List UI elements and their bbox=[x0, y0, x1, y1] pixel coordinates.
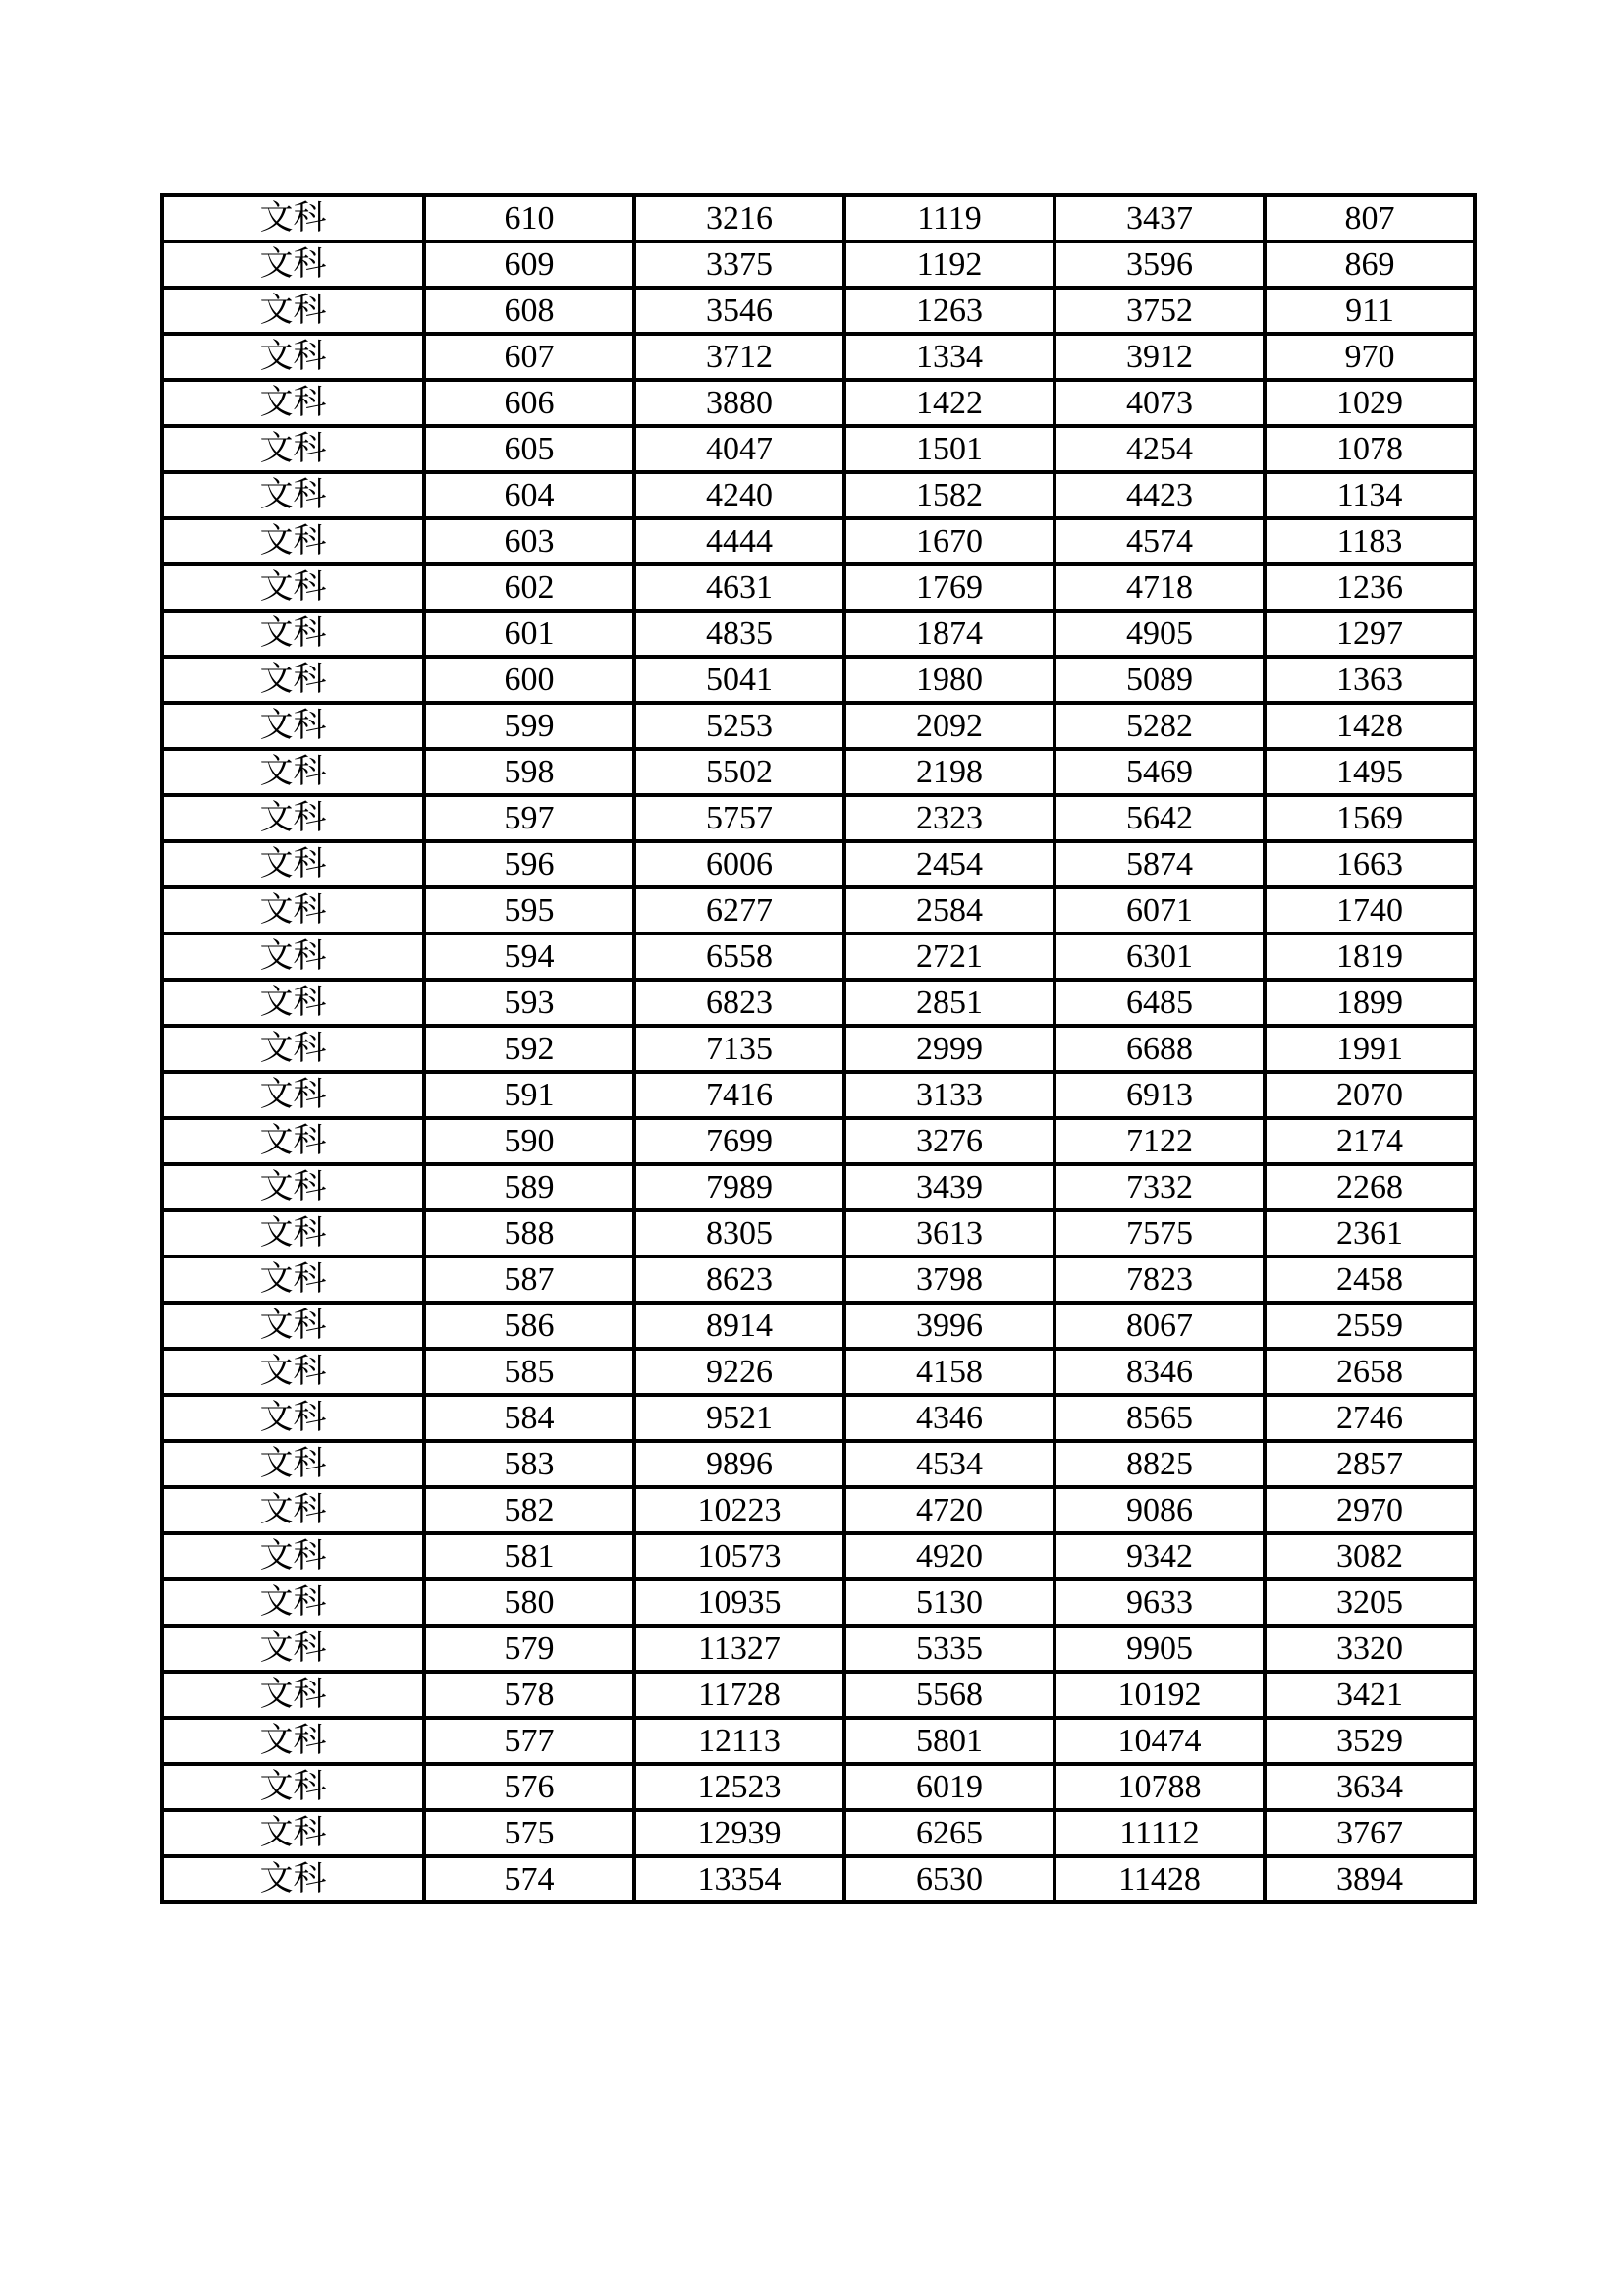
subject-cell: 文科 bbox=[162, 1164, 424, 1210]
count-cell-2: 3133 bbox=[844, 1072, 1055, 1118]
table-row bbox=[162, 195, 1475, 241]
subject-cell: 文科 bbox=[162, 1533, 424, 1579]
count-cell-4: 1495 bbox=[1265, 749, 1475, 795]
table-row bbox=[162, 472, 1475, 518]
count-cell-1: 10223 bbox=[634, 1487, 844, 1533]
count-cell-3: 6688 bbox=[1055, 1026, 1265, 1072]
table-row bbox=[162, 1118, 1475, 1164]
count-cell-2: 1874 bbox=[844, 611, 1055, 657]
count-cell-4: 3529 bbox=[1265, 1718, 1475, 1764]
score-cell: 606 bbox=[424, 380, 634, 426]
subject-cell: 文科 bbox=[162, 334, 424, 380]
count-cell-1: 8305 bbox=[634, 1210, 844, 1256]
count-cell-4: 3421 bbox=[1265, 1672, 1475, 1718]
subject-cell: 文科 bbox=[162, 611, 424, 657]
table-row bbox=[162, 1579, 1475, 1626]
subject-cell: 文科 bbox=[162, 288, 424, 334]
count-cell-3: 5282 bbox=[1055, 703, 1265, 749]
count-cell-1: 13354 bbox=[634, 1856, 844, 1902]
count-cell-2: 4346 bbox=[844, 1395, 1055, 1441]
count-cell-3: 7575 bbox=[1055, 1210, 1265, 1256]
score-cell: 578 bbox=[424, 1672, 634, 1718]
count-cell-1: 3880 bbox=[634, 380, 844, 426]
count-cell-1: 6006 bbox=[634, 841, 844, 887]
count-cell-1: 4240 bbox=[634, 472, 844, 518]
count-cell-3: 8825 bbox=[1055, 1441, 1265, 1487]
table-row bbox=[162, 887, 1475, 934]
count-cell-3: 11428 bbox=[1055, 1856, 1265, 1902]
count-cell-2: 4920 bbox=[844, 1533, 1055, 1579]
count-cell-3: 6071 bbox=[1055, 887, 1265, 934]
score-cell: 604 bbox=[424, 472, 634, 518]
score-cell: 595 bbox=[424, 887, 634, 934]
count-cell-3: 6485 bbox=[1055, 980, 1265, 1026]
count-cell-2: 4720 bbox=[844, 1487, 1055, 1533]
count-cell-2: 1192 bbox=[844, 241, 1055, 288]
count-cell-4: 3894 bbox=[1265, 1856, 1475, 1902]
table-row bbox=[162, 980, 1475, 1026]
count-cell-4: 2559 bbox=[1265, 1303, 1475, 1349]
count-cell-1: 11327 bbox=[634, 1626, 844, 1672]
count-cell-2: 2584 bbox=[844, 887, 1055, 934]
count-cell-4: 2070 bbox=[1265, 1072, 1475, 1118]
subject-cell: 文科 bbox=[162, 749, 424, 795]
count-cell-3: 5874 bbox=[1055, 841, 1265, 887]
count-cell-2: 1670 bbox=[844, 518, 1055, 564]
count-cell-4: 1991 bbox=[1265, 1026, 1475, 1072]
subject-cell: 文科 bbox=[162, 841, 424, 887]
count-cell-2: 3613 bbox=[844, 1210, 1055, 1256]
table-row bbox=[162, 1764, 1475, 1810]
count-cell-4: 1428 bbox=[1265, 703, 1475, 749]
score-cell: 601 bbox=[424, 611, 634, 657]
count-cell-2: 1769 bbox=[844, 564, 1055, 611]
score-cell: 607 bbox=[424, 334, 634, 380]
count-cell-3: 4423 bbox=[1055, 472, 1265, 518]
count-cell-4: 970 bbox=[1265, 334, 1475, 380]
count-cell-1: 11728 bbox=[634, 1672, 844, 1718]
count-cell-4: 807 bbox=[1265, 195, 1475, 241]
score-table-container bbox=[160, 193, 1473, 1904]
count-cell-3: 3752 bbox=[1055, 288, 1265, 334]
count-cell-2: 1263 bbox=[844, 288, 1055, 334]
subject-cell: 文科 bbox=[162, 795, 424, 841]
count-cell-2: 1119 bbox=[844, 195, 1055, 241]
score-cell: 583 bbox=[424, 1441, 634, 1487]
table-row bbox=[162, 1810, 1475, 1856]
count-cell-4: 869 bbox=[1265, 241, 1475, 288]
table-row bbox=[162, 1256, 1475, 1303]
table-row bbox=[162, 334, 1475, 380]
table-row bbox=[162, 1210, 1475, 1256]
count-cell-2: 3996 bbox=[844, 1303, 1055, 1349]
count-cell-2: 4158 bbox=[844, 1349, 1055, 1395]
count-cell-2: 3439 bbox=[844, 1164, 1055, 1210]
table-row bbox=[162, 841, 1475, 887]
score-cell: 591 bbox=[424, 1072, 634, 1118]
count-cell-3: 10192 bbox=[1055, 1672, 1265, 1718]
count-cell-2: 2999 bbox=[844, 1026, 1055, 1072]
score-cell: 598 bbox=[424, 749, 634, 795]
count-cell-1: 9896 bbox=[634, 1441, 844, 1487]
count-cell-4: 3205 bbox=[1265, 1579, 1475, 1626]
count-cell-1: 12939 bbox=[634, 1810, 844, 1856]
count-cell-1: 3216 bbox=[634, 195, 844, 241]
count-cell-1: 6277 bbox=[634, 887, 844, 934]
score-cell: 577 bbox=[424, 1718, 634, 1764]
score-cell: 588 bbox=[424, 1210, 634, 1256]
count-cell-4: 3320 bbox=[1265, 1626, 1475, 1672]
subject-cell: 文科 bbox=[162, 241, 424, 288]
count-cell-3: 8067 bbox=[1055, 1303, 1265, 1349]
score-cell: 596 bbox=[424, 841, 634, 887]
subject-cell: 文科 bbox=[162, 887, 424, 934]
count-cell-1: 6558 bbox=[634, 934, 844, 980]
count-cell-4: 1899 bbox=[1265, 980, 1475, 1026]
count-cell-1: 8914 bbox=[634, 1303, 844, 1349]
count-cell-4: 1183 bbox=[1265, 518, 1475, 564]
count-cell-2: 1422 bbox=[844, 380, 1055, 426]
count-cell-4: 3634 bbox=[1265, 1764, 1475, 1810]
count-cell-3: 7122 bbox=[1055, 1118, 1265, 1164]
count-cell-3: 9905 bbox=[1055, 1626, 1265, 1672]
table-row bbox=[162, 795, 1475, 841]
subject-cell: 文科 bbox=[162, 1303, 424, 1349]
count-cell-1: 12113 bbox=[634, 1718, 844, 1764]
count-cell-2: 2092 bbox=[844, 703, 1055, 749]
count-cell-3: 7823 bbox=[1055, 1256, 1265, 1303]
subject-cell: 文科 bbox=[162, 1118, 424, 1164]
count-cell-2: 2198 bbox=[844, 749, 1055, 795]
count-cell-4: 2268 bbox=[1265, 1164, 1475, 1210]
table-row bbox=[162, 611, 1475, 657]
count-cell-4: 1363 bbox=[1265, 657, 1475, 703]
subject-cell: 文科 bbox=[162, 1441, 424, 1487]
subject-cell: 文科 bbox=[162, 518, 424, 564]
table-row bbox=[162, 380, 1475, 426]
score-cell: 593 bbox=[424, 980, 634, 1026]
subject-cell: 文科 bbox=[162, 1718, 424, 1764]
count-cell-4: 2857 bbox=[1265, 1441, 1475, 1487]
subject-cell: 文科 bbox=[162, 934, 424, 980]
subject-cell: 文科 bbox=[162, 1764, 424, 1810]
table-row bbox=[162, 1072, 1475, 1118]
count-cell-3: 4073 bbox=[1055, 380, 1265, 426]
score-cell: 575 bbox=[424, 1810, 634, 1856]
count-cell-2: 5568 bbox=[844, 1672, 1055, 1718]
count-cell-1: 4631 bbox=[634, 564, 844, 611]
subject-cell: 文科 bbox=[162, 657, 424, 703]
subject-cell: 文科 bbox=[162, 564, 424, 611]
subject-cell: 文科 bbox=[162, 1672, 424, 1718]
count-cell-2: 5801 bbox=[844, 1718, 1055, 1764]
subject-cell: 文科 bbox=[162, 1349, 424, 1395]
count-cell-2: 2851 bbox=[844, 980, 1055, 1026]
count-cell-3: 6913 bbox=[1055, 1072, 1265, 1118]
count-cell-4: 1236 bbox=[1265, 564, 1475, 611]
count-cell-2: 1980 bbox=[844, 657, 1055, 703]
subject-cell: 文科 bbox=[162, 1626, 424, 1672]
count-cell-4: 2361 bbox=[1265, 1210, 1475, 1256]
count-cell-3: 8565 bbox=[1055, 1395, 1265, 1441]
count-cell-4: 1740 bbox=[1265, 887, 1475, 934]
subject-cell: 文科 bbox=[162, 1072, 424, 1118]
count-cell-1: 7135 bbox=[634, 1026, 844, 1072]
count-cell-1: 10573 bbox=[634, 1533, 844, 1579]
count-cell-4: 1134 bbox=[1265, 472, 1475, 518]
table-row bbox=[162, 1164, 1475, 1210]
table-row bbox=[162, 288, 1475, 334]
count-cell-3: 10474 bbox=[1055, 1718, 1265, 1764]
score-cell: 603 bbox=[424, 518, 634, 564]
count-cell-3: 4254 bbox=[1055, 426, 1265, 472]
score-cell: 576 bbox=[424, 1764, 634, 1810]
subject-cell: 文科 bbox=[162, 1487, 424, 1533]
count-cell-4: 1029 bbox=[1265, 380, 1475, 426]
count-cell-3: 5469 bbox=[1055, 749, 1265, 795]
score-cell: 584 bbox=[424, 1395, 634, 1441]
count-cell-4: 2458 bbox=[1265, 1256, 1475, 1303]
count-cell-1: 9226 bbox=[634, 1349, 844, 1395]
score-cell: 579 bbox=[424, 1626, 634, 1672]
subject-cell: 文科 bbox=[162, 380, 424, 426]
count-cell-2: 5130 bbox=[844, 1579, 1055, 1626]
count-cell-3: 4905 bbox=[1055, 611, 1265, 657]
count-cell-2: 1334 bbox=[844, 334, 1055, 380]
table-row bbox=[162, 1626, 1475, 1672]
count-cell-4: 1078 bbox=[1265, 426, 1475, 472]
table-row bbox=[162, 1441, 1475, 1487]
table-row bbox=[162, 1672, 1475, 1718]
score-cell: 592 bbox=[424, 1026, 634, 1072]
count-cell-2: 6265 bbox=[844, 1810, 1055, 1856]
count-cell-1: 5041 bbox=[634, 657, 844, 703]
score-cell: 582 bbox=[424, 1487, 634, 1533]
count-cell-2: 3276 bbox=[844, 1118, 1055, 1164]
count-cell-1: 4835 bbox=[634, 611, 844, 657]
score-cell: 586 bbox=[424, 1303, 634, 1349]
count-cell-1: 8623 bbox=[634, 1256, 844, 1303]
count-cell-2: 1501 bbox=[844, 426, 1055, 472]
score-table-body bbox=[162, 195, 1475, 1902]
table-row bbox=[162, 703, 1475, 749]
count-cell-3: 3596 bbox=[1055, 241, 1265, 288]
score-cell: 602 bbox=[424, 564, 634, 611]
score-cell: 590 bbox=[424, 1118, 634, 1164]
count-cell-1: 5757 bbox=[634, 795, 844, 841]
count-cell-3: 5642 bbox=[1055, 795, 1265, 841]
count-cell-2: 2454 bbox=[844, 841, 1055, 887]
table-row bbox=[162, 1856, 1475, 1902]
score-cell: 600 bbox=[424, 657, 634, 703]
count-cell-1: 3375 bbox=[634, 241, 844, 288]
count-cell-1: 7699 bbox=[634, 1118, 844, 1164]
table-row bbox=[162, 1395, 1475, 1441]
subject-cell: 文科 bbox=[162, 1579, 424, 1626]
score-cell: 580 bbox=[424, 1579, 634, 1626]
count-cell-1: 7989 bbox=[634, 1164, 844, 1210]
subject-cell: 文科 bbox=[162, 1210, 424, 1256]
count-cell-4: 1297 bbox=[1265, 611, 1475, 657]
subject-cell: 文科 bbox=[162, 1395, 424, 1441]
table-row bbox=[162, 657, 1475, 703]
count-cell-1: 5502 bbox=[634, 749, 844, 795]
count-cell-1: 5253 bbox=[634, 703, 844, 749]
subject-cell: 文科 bbox=[162, 472, 424, 518]
count-cell-4: 1569 bbox=[1265, 795, 1475, 841]
count-cell-3: 8346 bbox=[1055, 1349, 1265, 1395]
count-cell-1: 12523 bbox=[634, 1764, 844, 1810]
count-cell-3: 9342 bbox=[1055, 1533, 1265, 1579]
subject-cell: 文科 bbox=[162, 1256, 424, 1303]
count-cell-3: 11112 bbox=[1055, 1810, 1265, 1856]
table-row bbox=[162, 749, 1475, 795]
table-row bbox=[162, 1349, 1475, 1395]
table-row bbox=[162, 934, 1475, 980]
score-cell: 594 bbox=[424, 934, 634, 980]
count-cell-4: 1819 bbox=[1265, 934, 1475, 980]
score-cell: 587 bbox=[424, 1256, 634, 1303]
count-cell-3: 5089 bbox=[1055, 657, 1265, 703]
count-cell-3: 6301 bbox=[1055, 934, 1265, 980]
count-cell-2: 5335 bbox=[844, 1626, 1055, 1672]
subject-cell: 文科 bbox=[162, 195, 424, 241]
subject-cell: 文科 bbox=[162, 426, 424, 472]
count-cell-4: 1663 bbox=[1265, 841, 1475, 887]
count-cell-3: 3912 bbox=[1055, 334, 1265, 380]
subject-cell: 文科 bbox=[162, 1810, 424, 1856]
table-row bbox=[162, 241, 1475, 288]
count-cell-1: 4444 bbox=[634, 518, 844, 564]
count-cell-4: 2746 bbox=[1265, 1395, 1475, 1441]
table-row bbox=[162, 1303, 1475, 1349]
count-cell-3: 10788 bbox=[1055, 1764, 1265, 1810]
count-cell-2: 2323 bbox=[844, 795, 1055, 841]
subject-cell: 文科 bbox=[162, 1026, 424, 1072]
count-cell-2: 4534 bbox=[844, 1441, 1055, 1487]
count-cell-4: 2970 bbox=[1265, 1487, 1475, 1533]
count-cell-2: 3798 bbox=[844, 1256, 1055, 1303]
count-cell-3: 7332 bbox=[1055, 1164, 1265, 1210]
table-row bbox=[162, 518, 1475, 564]
count-cell-1: 6823 bbox=[634, 980, 844, 1026]
table-row bbox=[162, 426, 1475, 472]
count-cell-3: 4574 bbox=[1055, 518, 1265, 564]
count-cell-3: 9633 bbox=[1055, 1579, 1265, 1626]
count-cell-1: 7416 bbox=[634, 1072, 844, 1118]
count-cell-4: 3767 bbox=[1265, 1810, 1475, 1856]
table-row bbox=[162, 1026, 1475, 1072]
count-cell-2: 1582 bbox=[844, 472, 1055, 518]
score-distribution-table bbox=[160, 193, 1477, 1904]
table-row bbox=[162, 1718, 1475, 1764]
score-cell: 610 bbox=[424, 195, 634, 241]
count-cell-4: 3082 bbox=[1265, 1533, 1475, 1579]
table-row bbox=[162, 1533, 1475, 1579]
table-row bbox=[162, 564, 1475, 611]
subject-cell: 文科 bbox=[162, 980, 424, 1026]
count-cell-2: 6019 bbox=[844, 1764, 1055, 1810]
count-cell-4: 2174 bbox=[1265, 1118, 1475, 1164]
score-cell: 574 bbox=[424, 1856, 634, 1902]
count-cell-2: 6530 bbox=[844, 1856, 1055, 1902]
count-cell-1: 3712 bbox=[634, 334, 844, 380]
count-cell-1: 9521 bbox=[634, 1395, 844, 1441]
score-cell: 605 bbox=[424, 426, 634, 472]
score-cell: 609 bbox=[424, 241, 634, 288]
count-cell-1: 10935 bbox=[634, 1579, 844, 1626]
score-cell: 585 bbox=[424, 1349, 634, 1395]
score-cell: 589 bbox=[424, 1164, 634, 1210]
score-cell: 597 bbox=[424, 795, 634, 841]
count-cell-4: 911 bbox=[1265, 288, 1475, 334]
subject-cell: 文科 bbox=[162, 1856, 424, 1902]
count-cell-4: 2658 bbox=[1265, 1349, 1475, 1395]
score-cell: 581 bbox=[424, 1533, 634, 1579]
table-row bbox=[162, 1487, 1475, 1533]
count-cell-3: 9086 bbox=[1055, 1487, 1265, 1533]
count-cell-2: 2721 bbox=[844, 934, 1055, 980]
count-cell-3: 4718 bbox=[1055, 564, 1265, 611]
score-cell: 599 bbox=[424, 703, 634, 749]
count-cell-1: 3546 bbox=[634, 288, 844, 334]
score-cell: 608 bbox=[424, 288, 634, 334]
count-cell-1: 4047 bbox=[634, 426, 844, 472]
count-cell-3: 3437 bbox=[1055, 195, 1265, 241]
subject-cell: 文科 bbox=[162, 703, 424, 749]
